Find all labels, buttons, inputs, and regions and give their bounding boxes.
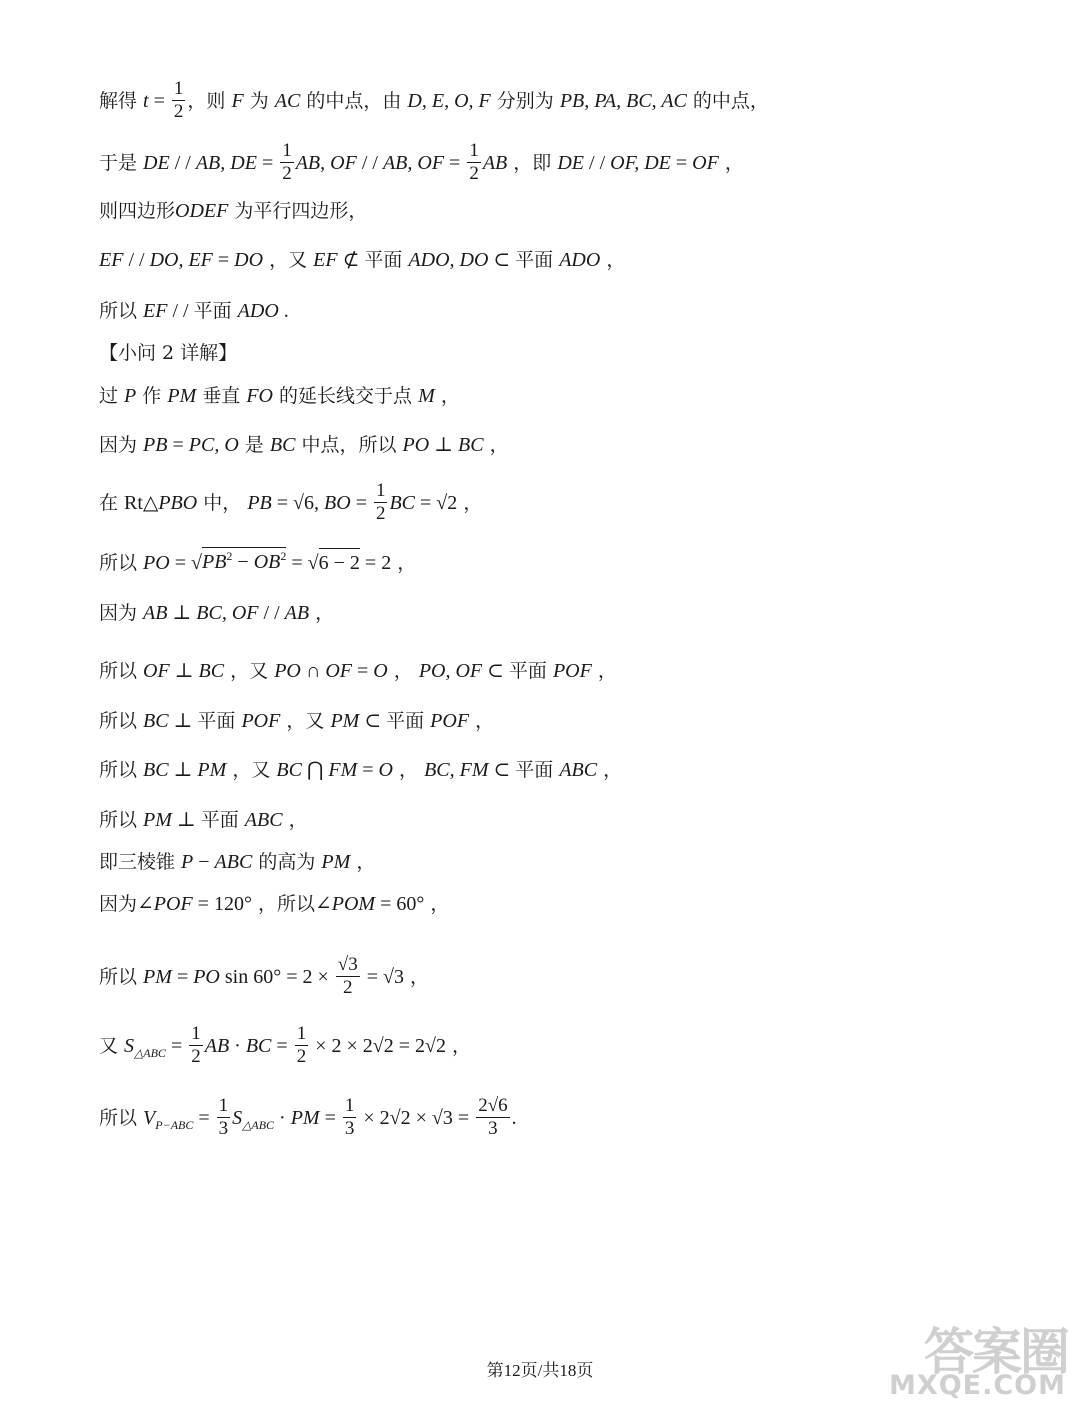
watermark-top-text: 答案圈 <box>924 1323 1068 1381</box>
solution-line-13: 所以 BC ⊥ 平面 POF ，又 PM ⊂ 平面 POF ， <box>99 710 495 732</box>
solution-line-12: 所以 OF ⊥ BC ，又 PO ∩ OF = O ， PO, OF ⊂ 平面 POF ， <box>99 660 617 682</box>
solution-line-20: 所以 V P−ABC = $\frac{1}{3}$ S △ABC · PM = $\frac{1}{3}$ × 2√2 × √3 = $\frac{2√6}{3}$ . <box>99 1095 517 1139</box>
section-heading-q2: 【小问 2 详解】 <box>99 342 238 364</box>
solution-line-17: 因为 ∠ POF = 120° ，所以 ∠ POM = 60° ， <box>99 893 450 915</box>
solution-line-16: 即三棱锥 P − ABC 的高为 PM ， <box>99 851 376 873</box>
solution-line-1: 解得 t = $\frac{1}{2}$ ，则 F 为 AC 的中点，由 D, E, O, F 分别为 PB, PA, BC, AC 的中点， <box>99 78 769 122</box>
solution-line-5: 所以 EF / / 平面 ADO . <box>99 300 289 322</box>
solution-line-4: EF / / DO, EF = DO ，又 EF ⊄ 平面 ADO, DO ⊂ 平面 ADO ， <box>99 249 626 271</box>
solution-line-14: 所以 BC ⊥ PM ，又 BC ⋂ FM = O ， BC, FM ⊂ 平面 ABC ， <box>99 759 623 781</box>
solution-line-11: 因为 AB ⊥ BC, OF / / AB ， <box>99 602 335 624</box>
site-watermark-logo <box>878 1312 1068 1404</box>
solution-line-8: 因为 PB = PC, O 是 BC 中点，所以 PO ⊥ BC ， <box>99 434 509 456</box>
solution-line-7: 过 P 作 PM 垂直 FO 的延长线交于点 M ， <box>99 385 460 407</box>
solution-line-18: 所以 PM = PO sin 60° = 2 × $\frac{√3}{2}$ = √3 ， <box>99 954 430 998</box>
watermark-bottom-text: MXQE.COM <box>889 1370 1066 1401</box>
solution-line-19: 又 S △ABC = $\frac{1}{2}$ AB · BC = $\frac{1}{2}$ × 2 × 2√2 = 2√2 ， <box>99 1023 472 1067</box>
solution-line-10: 所以 PO = √ $PB^2 - OB^2$ = √ 6 − 2 = 2 ， <box>99 547 416 578</box>
solution-line-3: 则四边形 ODEF 为平行四边形， <box>99 200 368 222</box>
page-number: 第12页/共18页 <box>486 1361 594 1380</box>
solution-line-9: 在 Rt△ PBO 中， PB = √6, BO = $\frac{1}{2}$ BC = √2 ， <box>99 480 483 524</box>
solution-line-2: 于是 DE / / AB, DE = $\frac{1}{2}$ AB, OF / / AB, OF = $\frac{1}{2}$ AB ，即 DE / / OF, DE = OF ， <box>99 140 744 184</box>
solution-line-15: 所以 PM ⊥ 平面 ABC ， <box>99 809 308 831</box>
